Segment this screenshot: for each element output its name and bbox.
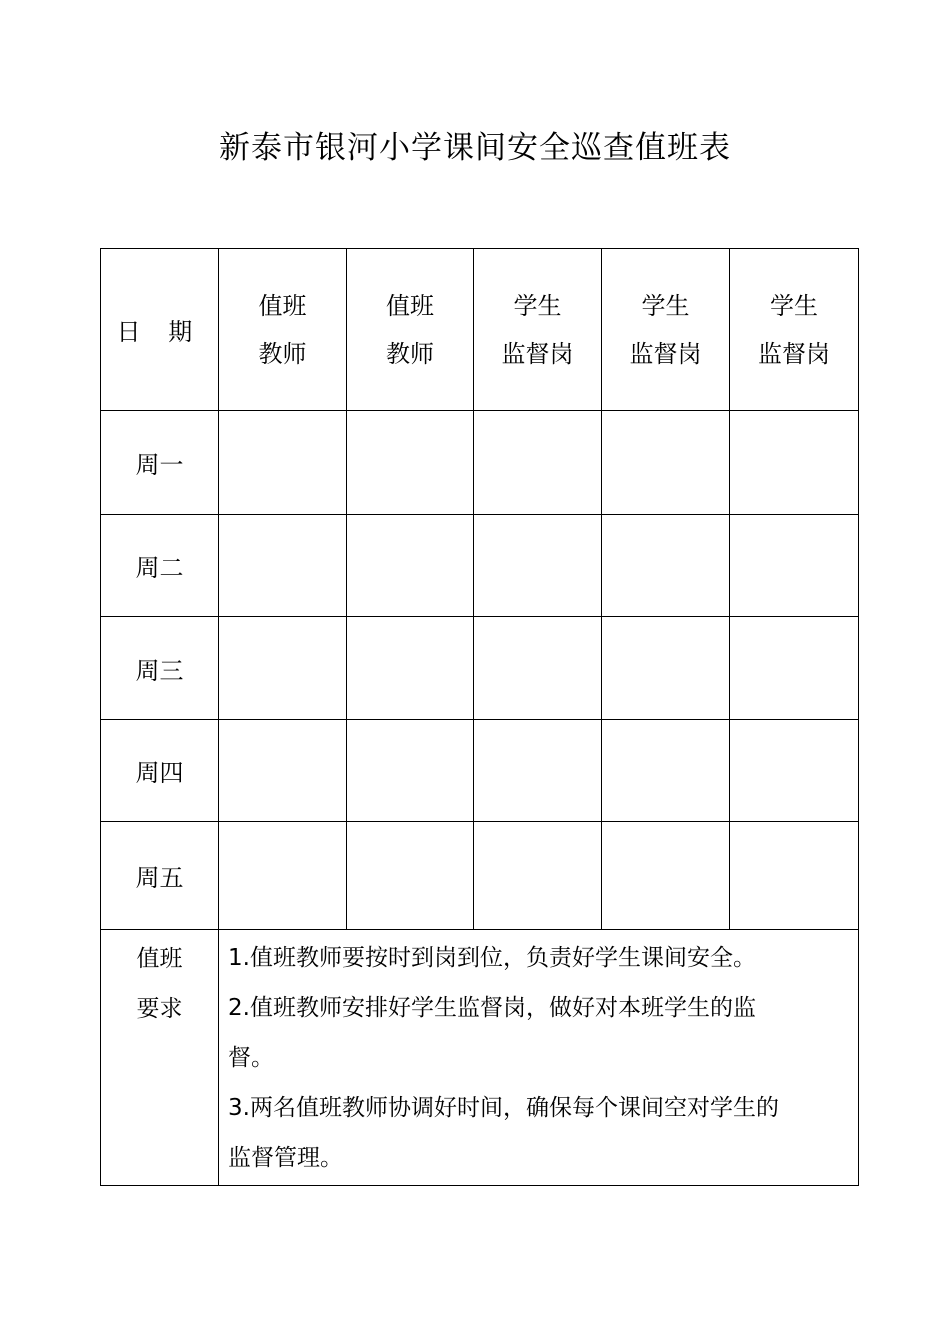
label-line: 值班 xyxy=(136,946,183,972)
header-line: 监督岗 xyxy=(758,339,830,368)
empty-cell xyxy=(602,617,730,720)
day-cell: 周一 xyxy=(101,411,219,515)
date-column-header: 日 期 xyxy=(101,249,219,411)
requirement-line: 监督管理。 xyxy=(228,1145,343,1171)
header-line: 教师 xyxy=(258,339,307,368)
empty-cell xyxy=(219,515,347,617)
header-row xyxy=(101,249,859,411)
empty-cell xyxy=(730,411,859,515)
empty-cell xyxy=(730,515,859,617)
requirement-line: 3.两名值班教师协调好时间，确保每个课间空对学生的 xyxy=(228,1095,779,1121)
student-column-header-1 xyxy=(474,249,602,411)
empty-cell xyxy=(219,822,347,930)
requirements-row xyxy=(101,930,859,1186)
table-row-wednesday xyxy=(101,617,859,720)
label-line: 要求 xyxy=(136,996,183,1022)
header-line: 学生 xyxy=(513,291,562,320)
empty-cell xyxy=(219,720,347,822)
empty-cell xyxy=(347,411,474,515)
table-row-monday xyxy=(101,411,859,515)
teacher-column-header-1 xyxy=(219,249,347,411)
requirements-text xyxy=(219,930,859,1186)
table-row-thursday xyxy=(101,720,859,822)
day-cell: 周四 xyxy=(101,720,219,822)
header-line: 值班 xyxy=(258,291,307,320)
empty-cell xyxy=(474,515,602,617)
empty-cell xyxy=(730,822,859,930)
empty-cell xyxy=(602,822,730,930)
empty-cell xyxy=(347,720,474,822)
empty-cell xyxy=(474,617,602,720)
day-cell: 周二 xyxy=(101,515,219,617)
empty-cell xyxy=(474,822,602,930)
header-line: 监督岗 xyxy=(501,339,574,368)
student-column-header-2 xyxy=(602,249,730,411)
empty-cell xyxy=(219,411,347,515)
empty-cell xyxy=(602,720,730,822)
day-cell: 周三 xyxy=(101,617,219,720)
document-title: 新泰市银河小学课间安全巡查值班表 xyxy=(219,130,731,166)
empty-cell xyxy=(347,822,474,930)
requirement-line: 1.值班教师要按时到岗到位，负责好学生课间安全。 xyxy=(228,945,756,971)
duty-table xyxy=(100,248,859,1186)
empty-cell xyxy=(347,617,474,720)
header-line: 教师 xyxy=(386,339,434,368)
header-line: 值班 xyxy=(386,291,434,320)
empty-cell xyxy=(474,411,602,515)
empty-cell xyxy=(602,411,730,515)
header-line: 监督岗 xyxy=(629,339,702,368)
empty-cell xyxy=(730,617,859,720)
table-row-tuesday xyxy=(101,515,859,617)
empty-cell xyxy=(347,515,474,617)
requirement-line: 督。 xyxy=(228,1045,274,1071)
teacher-column-header-2 xyxy=(347,249,474,411)
table-row-friday xyxy=(101,822,859,930)
requirements-label xyxy=(101,930,219,1186)
empty-cell xyxy=(219,617,347,720)
header-line: 学生 xyxy=(770,291,818,320)
empty-cell xyxy=(730,720,859,822)
header-line: 学生 xyxy=(641,291,690,320)
requirement-line: 2.值班教师安排好学生监督岗，做好对本班学生的监 xyxy=(228,995,756,1021)
day-cell: 周五 xyxy=(101,822,219,930)
student-column-header-3 xyxy=(730,249,859,411)
empty-cell xyxy=(602,515,730,617)
empty-cell xyxy=(474,720,602,822)
